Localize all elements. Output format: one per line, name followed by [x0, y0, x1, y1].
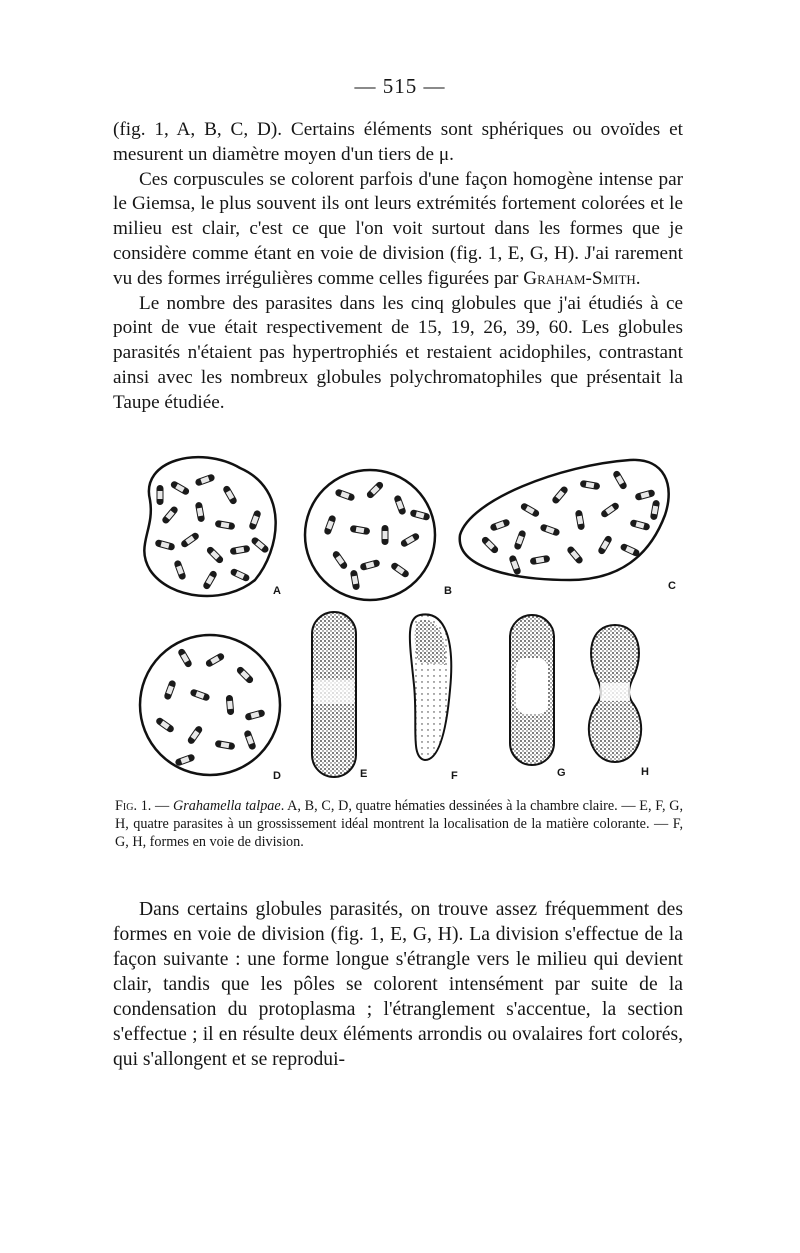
body-text-bottom	[113, 897, 683, 1072]
caption-dash: —	[151, 798, 173, 814]
caption-species: Grahamella talpae	[172, 798, 281, 814]
label-a: A	[273, 585, 281, 597]
label-e: E	[360, 768, 368, 780]
cell-b	[305, 470, 435, 600]
parasite-h	[589, 625, 641, 762]
paragraph-2-text: Ces corpuscules se colorent parfois d'une façon homogène intense par le Giemsa, le plus souvent ils ont leurs extrémités fortement colorées et le milieu est clair, c'est ce que l'on voit surtout dans les formes que je considère comme étant en voie de division (fig. 1, E, G, H). J'ai rarement vu des formes irrégulières comme celles figurées par	[113, 168, 683, 289]
label-h: H	[641, 766, 649, 778]
caption-text: . A, B, C, D, quatre hématies dessinées à la chambre claire. — E, F, G, H, quatre parasites à un grossissement idéal montrent la localisation de la matière colorante. — F, G, H, formes en voie de division.	[115, 798, 684, 850]
paragraph-4: Dans certains globules parasités, on trouve assez fréquemment des formes en voie de division (fig. 1, E, G, H). La division s'effectue de la façon suivante : une forme longue s'étrangle vers le milieu qui devient clair, tandis que les pôles se colorent intensément par suite de la condensation du protoplasma ; l'étranglement s'accentue, la section s'effectue ; il en résulte deux éléments arrondis ou ovalaires fort colorés, qui s'allongent et se reprodui-	[113, 899, 683, 1070]
paragraph-3: Le nombre des parasites dans les cinq globules que j'ai étudiés à ce point de vue était respectivement de 15, 19, 26, 39, 60. Les globules parasités n'étaient pas hypertrophiés et restaient acidophiles, contrastant ainsi avec les nombreux globules polychromatophiles que présentait la Taupe étudiée.	[113, 292, 683, 413]
cell-a	[144, 457, 275, 596]
figure-caption	[115, 797, 683, 851]
body-text-top	[113, 118, 683, 416]
page-number: — 515 —	[354, 74, 446, 98]
paragraph-1: (fig. 1, A, B, C, D). Certains éléments sont sphériques ou ovoïdes et mesurent un diamètre moyen d'un tiers de μ.	[113, 119, 683, 165]
label-g: G	[557, 767, 566, 779]
author-name: Graham-Smith	[523, 267, 636, 289]
paragraph-2	[113, 168, 683, 292]
label-c: C	[668, 580, 676, 592]
figure-1	[0, 440, 800, 800]
parasite-g	[510, 615, 554, 765]
cell-d	[140, 635, 280, 775]
cell-c	[460, 460, 669, 580]
parasite-f	[410, 614, 451, 760]
figure-drawing	[0, 440, 800, 800]
label-b: B	[444, 585, 452, 597]
author-suffix: .	[635, 267, 641, 289]
label-f: F	[451, 770, 458, 782]
label-d: D	[273, 770, 281, 782]
parasite-e	[312, 612, 356, 777]
caption-label: Fig. 1.	[115, 798, 152, 814]
